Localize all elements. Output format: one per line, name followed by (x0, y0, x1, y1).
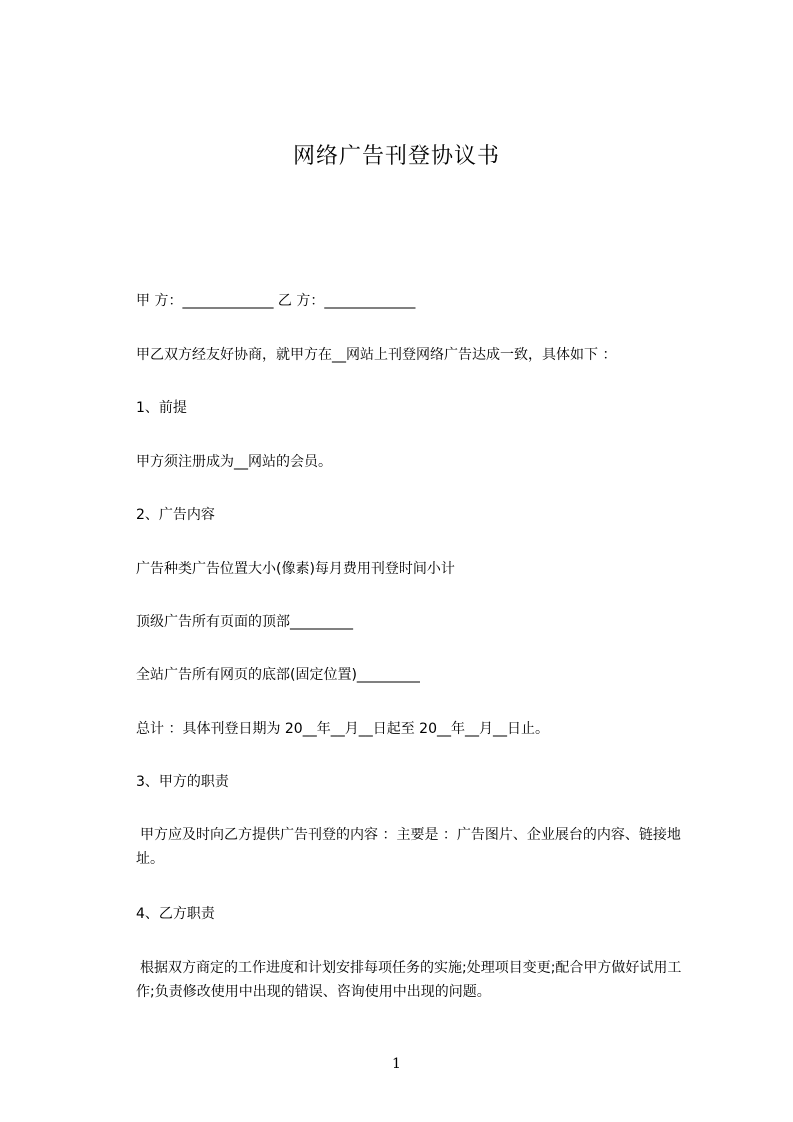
page-number: 1 (392, 1056, 401, 1072)
section-heading-prerequisite: 1、前提 (136, 400, 187, 416)
intro-text: 甲乙双方经友好协商，就甲方在__网站上刊登网络广告达成一致，具体如下 ： (136, 347, 617, 363)
section-heading-party-b-duties: 4、乙方职责 (136, 906, 215, 922)
prerequisite-text: 甲方须注册成为__网站的会员。 (136, 454, 332, 470)
section-heading-ad-content: 2、广告内容 (136, 507, 215, 523)
ad-row-site-wide: 全站广告所有网页的底部(固定位置)_________ (136, 667, 420, 683)
parties-line: 甲 方：_____________ 乙 方：_____________ (136, 293, 416, 309)
document-title: 网络广告刊登协议书 (292, 144, 500, 169)
ad-total-dates: 总计 ：具体刊登日期为 20__年__月__日起至 20__年__月__日止。 (136, 721, 549, 737)
section-heading-party-a-duties: 3、甲方的职责 (136, 774, 229, 790)
party-a-duties-text: 甲方应及时向乙方提供广告刊登的内容 ：主要是 ：广告图片、企业展台的内容、链接地址。 (136, 827, 681, 867)
party-b-duties-text: 根据双方商定的工作进度和计划安排每项任务的实施;处理项目变更;配合甲方做好试用工作;负责修改使用中出现的错误、咨询使用中出现的问题。 (136, 960, 682, 1000)
ad-row-top: 顶级广告所有页面的顶部_________ (136, 614, 353, 630)
ad-table-header: 广告种类广告位置大小(像素)每月费用刊登时间小计 (136, 561, 455, 577)
